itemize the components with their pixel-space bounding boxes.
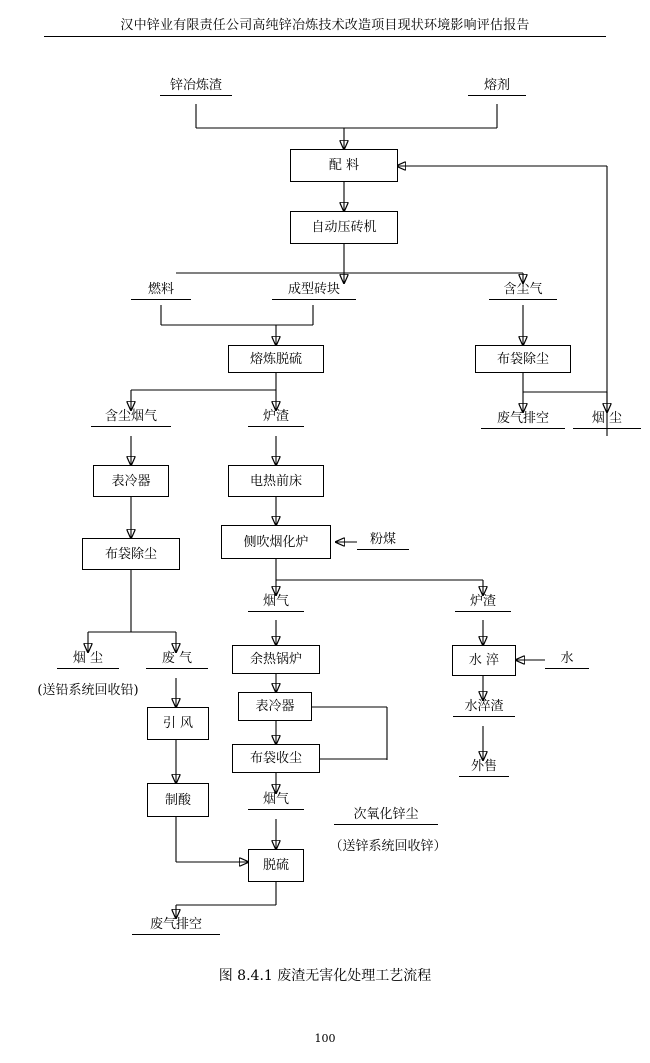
box-yureguolu: 余热锅炉 [232,645,320,674]
box-tuoliu: 脱硫 [248,849,304,882]
label-yanchen-left: 烟 尘 [57,652,119,669]
label-feiqi: 废 气 [146,652,208,669]
label-shui: 水 [545,652,589,669]
box-shuicui: 水 淬 [452,645,516,676]
label-shuicuizha: 水淬渣 [453,700,515,717]
label-hanchenqi: 含尘气 [489,283,557,300]
label-feiqipaikong-top: 废气排空 [481,412,565,429]
label-yanchen-top: 烟 尘 [573,412,641,429]
box-biaolengqi-mid: 表冷器 [238,692,312,721]
header-rule [44,36,606,37]
label-xinyelianzha: 锌冶炼渣 [160,79,232,96]
box-biaolengqi-left: 表冷器 [93,465,169,497]
page-header: 汉中锌业有限责任公司高纯锌冶炼技术改造项目现状环境影响评估报告 [120,18,530,33]
figure-caption: 图 8.4.1 废渣无害化处理工艺流程 [218,968,432,984]
label-rongji: 熔剂 [468,79,526,96]
box-dianreqianchuang: 电热前床 [228,465,324,497]
label-ciyanghuaxinchen: 次氧化锌尘 [334,808,438,825]
label-luzha-top: 炉渣 [248,410,304,427]
box-budaishouchen: 布袋收尘 [232,744,320,773]
box-budaichuchen-top: 布袋除尘 [475,345,571,373]
box-zhisuan: 制酸 [147,783,209,817]
box-yinfeng: 引 风 [147,707,209,740]
label-chengxingzhuankuai: 成型砖块 [272,283,356,300]
label-waishou: 外售 [459,760,509,777]
label-songqianxitong: (送铅系统回收铅) [37,683,139,698]
box-budaichuchen-left: 布袋除尘 [82,538,180,570]
label-luzha-2: 炉渣 [455,595,511,612]
label-fenmei: 粉煤 [357,533,409,550]
box-peiliao: 配 料 [290,149,398,182]
label-yanqi-1: 烟气 [248,595,304,612]
label-yanqi-2: 烟气 [248,793,304,810]
label-ranliao: 燃料 [131,283,191,300]
box-zidongyazhuanji: 自动压砖机 [290,211,398,244]
label-songxinxitong: （送锌系统回收锌） [329,839,447,854]
label-feiqipaikong-bottom: 废气排空 [132,918,220,935]
box-cechuiyanhualu: 侧吹烟化炉 [221,525,331,559]
page-number: 100 [314,1032,336,1045]
box-rongliantuoliu: 熔炼脱硫 [228,345,324,373]
label-hanchenyanqi: 含尘烟气 [91,410,171,427]
